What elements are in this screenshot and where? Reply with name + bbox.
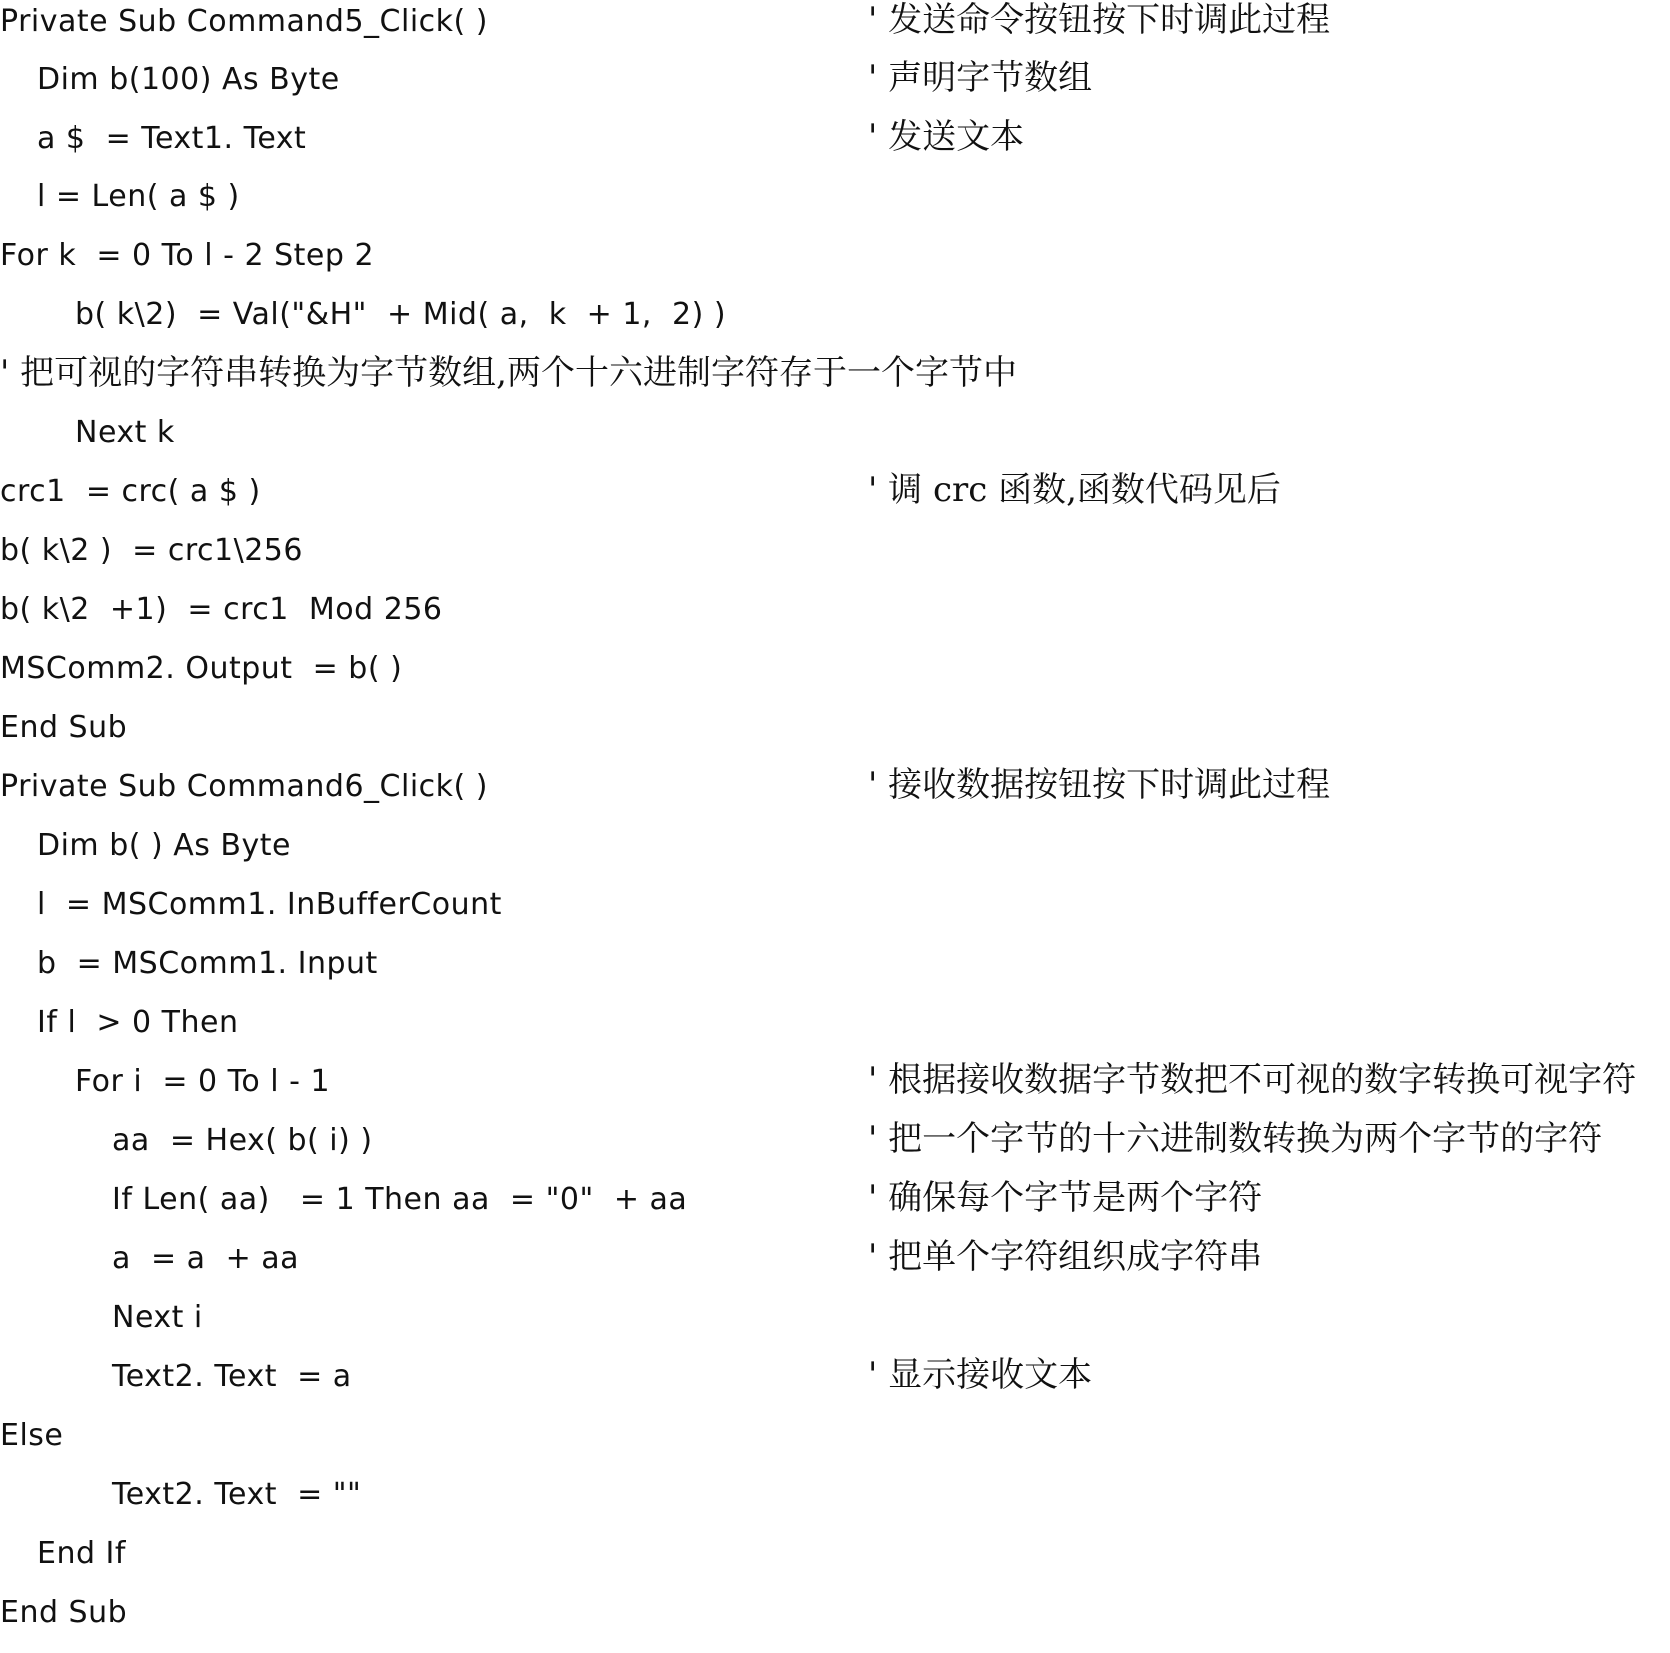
code-line bbox=[0, 708, 1670, 768]
code-line bbox=[0, 1475, 1670, 1535]
code-text: If Len( aa) = 1 Then aa = "0" + aa bbox=[112, 1182, 688, 1217]
code-text: MSComm2. Output = b( ) bbox=[0, 651, 403, 686]
code-text: Private Sub Command5_Click( ) bbox=[0, 4, 488, 39]
code-comment: ' 接收数据按钮按下时调此过程 bbox=[868, 765, 1331, 805]
code-comment: ' 声明字节数组 bbox=[868, 58, 1093, 98]
code-line bbox=[0, 355, 1670, 415]
code-line bbox=[0, 590, 1670, 650]
code-line bbox=[0, 1416, 1670, 1476]
code-line bbox=[0, 119, 1670, 179]
code-text: Private Sub Command6_Click( ) bbox=[0, 769, 488, 804]
code-text: crc1 = crc( a $ ) bbox=[0, 474, 261, 509]
code-text: b( k\2 +1) = crc1 Mod 256 bbox=[0, 592, 443, 627]
code-text: End Sub bbox=[0, 710, 128, 745]
code-text: l = MSComm1. InBufferCount bbox=[37, 887, 502, 922]
code-text: Text2. Text = "" bbox=[112, 1477, 362, 1512]
code-line bbox=[0, 944, 1670, 1004]
code-line bbox=[0, 1239, 1670, 1299]
code-text: Text2. Text = a bbox=[112, 1359, 352, 1394]
code-line bbox=[0, 826, 1670, 886]
code-line bbox=[0, 885, 1670, 945]
code-line bbox=[0, 649, 1670, 709]
code-text: l = Len( a $ ) bbox=[37, 179, 240, 214]
code-text: Else bbox=[0, 1418, 64, 1453]
code-text: b( k\2 ) = crc1\256 bbox=[0, 533, 303, 568]
code-line bbox=[0, 1593, 1670, 1653]
code-comment: ' 发送文本 bbox=[868, 117, 1025, 157]
code-line bbox=[0, 1298, 1670, 1358]
code-text: For k = 0 To l - 2 Step 2 bbox=[0, 238, 375, 273]
code-comment: ' 调 crc 函数,函数代码见后 bbox=[868, 470, 1281, 510]
code-text: For i = 0 To l - 1 bbox=[75, 1064, 331, 1099]
code-text: Dim b(100) As Byte bbox=[37, 62, 340, 97]
code-line bbox=[0, 236, 1670, 296]
code-line bbox=[0, 472, 1670, 532]
code-text: a = a + aa bbox=[112, 1241, 300, 1276]
code-line bbox=[0, 1062, 1670, 1122]
code-comment: ' 显示接收文本 bbox=[868, 1355, 1093, 1395]
code-line bbox=[0, 60, 1670, 120]
code-line bbox=[0, 767, 1670, 827]
code-line bbox=[0, 413, 1670, 473]
code-text: Next k bbox=[75, 415, 175, 450]
code-line bbox=[0, 1357, 1670, 1417]
code-line bbox=[0, 177, 1670, 237]
code-line bbox=[0, 1180, 1670, 1240]
code-text: Dim b( ) As Byte bbox=[37, 828, 291, 863]
code-line bbox=[0, 2, 1670, 62]
code-text: b( k\2) = Val("&H" + Mid( a, k + 1, 2) ) bbox=[75, 297, 727, 332]
code-text: aa = Hex( b( i) ) bbox=[112, 1123, 373, 1158]
code-text: If l > 0 Then bbox=[37, 1005, 239, 1040]
code-text: Next i bbox=[112, 1300, 203, 1335]
code-line bbox=[0, 531, 1670, 591]
code-comment: ' 把一个字节的十六进制数转换为两个字节的字符 bbox=[868, 1119, 1603, 1159]
code-comment: ' 确保每个字节是两个字符 bbox=[868, 1178, 1263, 1218]
code-line bbox=[0, 295, 1670, 355]
code-line bbox=[0, 1003, 1670, 1063]
code-text: a $ = Text1. Text bbox=[37, 121, 307, 156]
code-line bbox=[0, 1534, 1670, 1594]
code-text: b = MSComm1. Input bbox=[37, 946, 378, 981]
code-comment: ' 把单个字符组织成字符串 bbox=[868, 1237, 1263, 1277]
code-text: End If bbox=[37, 1536, 126, 1571]
code-text: End Sub bbox=[0, 1595, 128, 1630]
code-comment: ' 把可视的字符串转换为字节数组,两个十六进制字符存于一个字节中 bbox=[0, 353, 1017, 393]
code-line bbox=[0, 1121, 1670, 1181]
code-comment: ' 根据接收数据字节数把不可视的数字转换可视字符 bbox=[868, 1060, 1637, 1100]
code-comment: ' 发送命令按钮按下时调此过程 bbox=[868, 0, 1331, 40]
